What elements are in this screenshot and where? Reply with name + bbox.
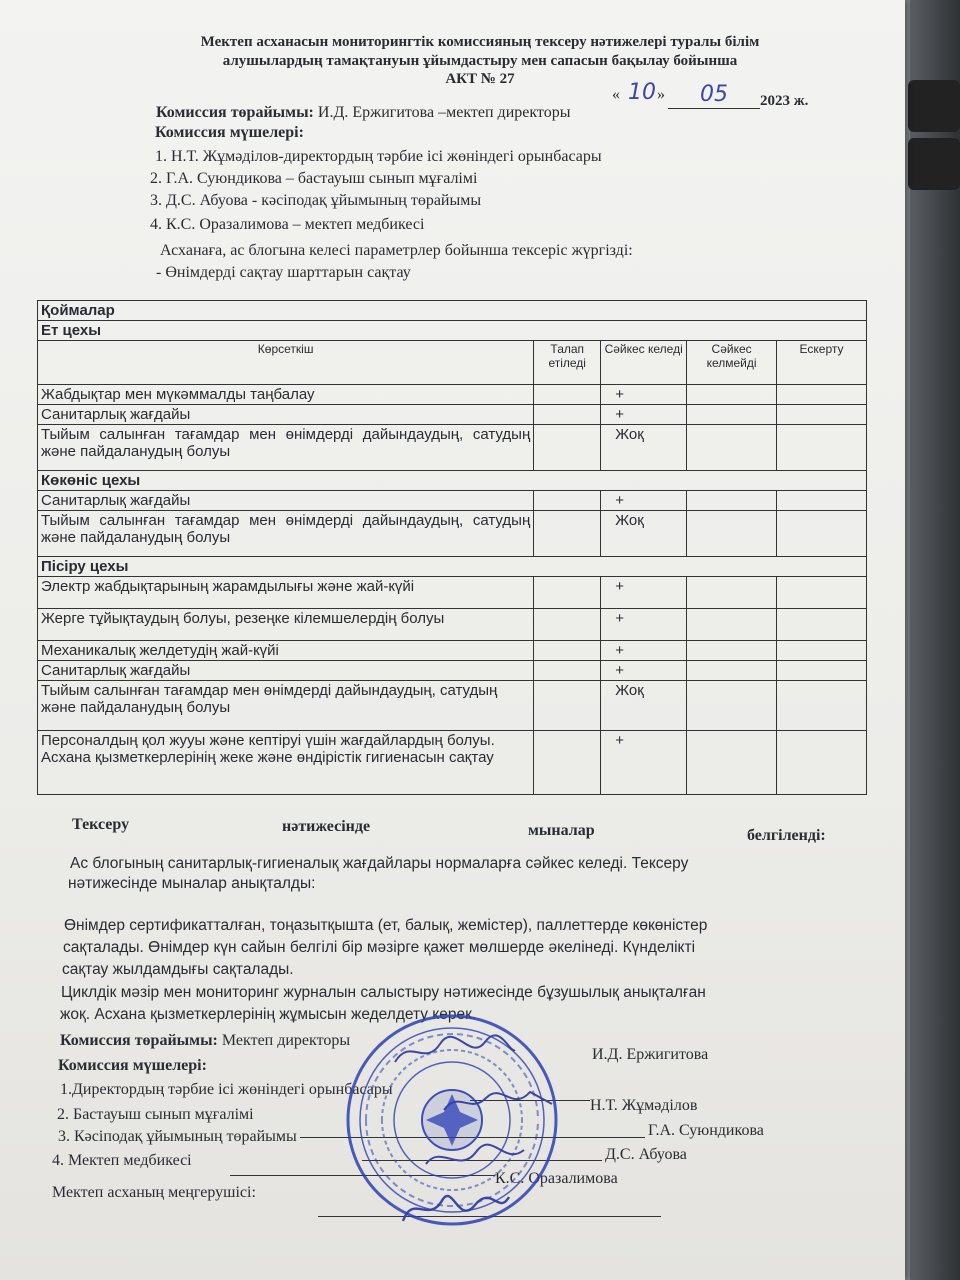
sign-m4-role: 4. Мектеп медбикесі <box>52 1152 192 1169</box>
col-header-indicator: Көрсеткіш <box>38 341 534 385</box>
table-row <box>38 385 867 405</box>
results-word-1: Тексеру <box>72 816 130 833</box>
sign-m2-role: 2. Бастауыш сынып мұғалімі <box>57 1106 254 1123</box>
section-cook: Пісіру цехы <box>38 557 867 577</box>
keyboard-key <box>908 138 960 190</box>
col-header-note: Ескерту <box>777 341 867 385</box>
row-label: Санитарлық жағдайы <box>38 661 534 681</box>
results-p2-line3: сақтау жылдамдығы сақталады. <box>62 961 294 978</box>
row-label: Тыйым салынған тағамдар мен өнімдерді дайындаудың, сатудың және пайдаланудың болуы <box>38 511 534 557</box>
table-row <box>38 577 867 609</box>
row-match: + <box>601 641 687 661</box>
results-word-3: мыналар <box>528 822 595 839</box>
section-meat: Ет цехы <box>38 321 867 341</box>
row-match: + <box>601 661 687 681</box>
sign-chair-line <box>60 1032 350 1050</box>
chair-value: И.Д. Ержигитова –мектеп директоры <box>317 104 571 121</box>
results-p3-line2: жоқ. Асхана қызметкерлерінің жұмысын жеделдету керек. <box>60 1006 477 1023</box>
results-word-2: нәтижесінде <box>282 818 371 835</box>
row-label: Жабдықтар мен мүкәммалды таңбалау <box>38 385 534 405</box>
table-row <box>38 681 867 731</box>
table-row <box>38 425 867 471</box>
table-row <box>38 641 867 661</box>
table-row <box>38 491 867 511</box>
row-label: Санитарлық жағдайы <box>38 405 534 425</box>
results-p1-line1: Ас блогының санитарлық-гигиеналық жағдайлары нормаларға сәйкес келеді. Тексеру <box>70 855 689 872</box>
results-p2-line1: Өнімдер сертификатталған, тоңазытқышта (ет, балық, жемістер), паллеттерде көкөністер <box>64 917 708 934</box>
inspection-intro: Асханаға, ас блогына келесі параметрлер бойынша тексеріс жүргізді: <box>160 242 633 259</box>
sign-m4-name: К.С. Оразалимова <box>495 1170 618 1187</box>
date-day: 10 <box>628 80 656 105</box>
title-line-1: Мектеп асханасын мониторингтік комиссияның тексеру нәтижелері туралы білім <box>200 34 760 50</box>
table-row <box>38 661 867 681</box>
row-label: Электр жабдықтарының жарамдылығы және жай-күйі <box>38 577 534 609</box>
sign-chair-label: Комиссия төрайымы: <box>60 1032 218 1049</box>
row-match: + <box>601 405 687 425</box>
row-match: + <box>601 491 687 511</box>
section-veg: Көкөніс цехы <box>38 471 867 491</box>
row-label: Механикалық желдетудің жай-күйі <box>38 641 534 661</box>
sign-chair-name: И.Д. Ержигитова <box>592 1046 709 1063</box>
member-2: 2. Г.А. Суюндикова – бастауыш сынып мұғалімі <box>150 170 478 187</box>
sign-m3-name: Д.С. Абуова <box>605 1146 687 1163</box>
sign-head-label: Мектеп асханың меңгерушісі: <box>52 1184 256 1201</box>
table-row <box>38 731 867 795</box>
row-match: + <box>601 385 687 405</box>
inspection-param: - Өнімдерді сақтау шарттарын сақтау <box>156 264 411 281</box>
col-header-required: Талап етіледі <box>534 341 601 385</box>
col-header-mismatch: Сәйкес келмейді <box>687 341 777 385</box>
row-label: Жерге тұйықтаудың болуы, резеңке кілемшелердің болуы <box>38 609 534 641</box>
sign-m2-name: Г.А. Суюндикова <box>648 1122 764 1139</box>
title-line-2: алушылардың тамақтануын ұйымдастыру мен сапасын бақылау бойынша <box>222 53 738 69</box>
row-match: + <box>601 609 687 641</box>
keyboard-key <box>908 80 960 132</box>
sign-m1-name: Н.Т. Жұмәділов <box>590 1097 698 1114</box>
official-round-stamp <box>342 1010 562 1230</box>
row-match: + <box>601 577 687 609</box>
member-4: 4. К.С. Оразалимова – мектеп медбикесі <box>150 216 425 233</box>
sign-members-label: Комиссия мүшелері: <box>58 1057 207 1074</box>
date-quote-open: « <box>612 86 620 103</box>
date-month: 05 <box>700 82 728 107</box>
member-3: 3. Д.С. Абуова - кәсіподақ ұйымының төрайымы <box>150 192 482 209</box>
results-p3-line1: Циклдік мәзір мен мониторинг журналын салыстыру нәтижесінде бұзушылық анықталған <box>61 984 706 1001</box>
table-row <box>38 609 867 641</box>
results-p2-line2: сақталады. Өнімдер күн сайын белгілі бір мәзірге қажет мөлшерде әкелінеді. Күнделікті <box>63 939 696 956</box>
table-row <box>38 511 867 557</box>
row-match: + <box>601 731 687 795</box>
act-number: АКТ № 27 <box>445 71 515 87</box>
chair-label: Комиссия төрайымы: <box>156 104 314 121</box>
col-header-match: Сәйкес келеді <box>601 341 687 385</box>
row-match: Жоқ <box>601 425 687 471</box>
row-label: Тыйым салынған тағамдар мен өнімдерді дайындаудың, сатудың және пайдаланудың болуы <box>38 681 534 731</box>
results-word-4: белгіленді: <box>747 827 826 844</box>
date-quote-close: » <box>657 86 665 103</box>
row-label: Персоналдың қол жууы және кептіруі үшін жағдайлардың болуы. Асхана қызметкерлерінің жеке және өндірістік гигиенасын сақтау <box>38 731 534 795</box>
sign-m1-role: 1.Директордың тәрбие ісі жөніндегі орынбасары <box>60 1081 393 1098</box>
table-row <box>38 405 867 425</box>
results-p1-line2: нәтижесінде мыналар анықталды: <box>68 875 316 892</box>
date-year: 2023 ж. <box>760 93 809 109</box>
date-underline <box>668 108 760 109</box>
row-match: Жоқ <box>601 511 687 557</box>
chair-line <box>156 104 570 122</box>
section-storage: Қоймалар <box>38 301 867 321</box>
inspection-table <box>37 300 867 795</box>
row-label: Тыйым салынған тағамдар мен өнімдерді дайындаудың, сатудың және пайдаланудың болуы <box>38 425 534 471</box>
row-match: Жоқ <box>601 681 687 731</box>
member-1: 1. Н.Т. Жұмәділов-директордың тәрбие ісі жөніндегі орынбасары <box>155 148 602 165</box>
sign-m3-role: 3. Кәсіподақ ұйымының төрайымы <box>58 1128 297 1145</box>
sign-chair-role: Мектеп директоры <box>221 1032 351 1049</box>
row-label: Санитарлық жағдайы <box>38 491 534 511</box>
desk-background <box>910 0 960 1280</box>
members-label: Комиссия мүшелері: <box>155 124 304 141</box>
